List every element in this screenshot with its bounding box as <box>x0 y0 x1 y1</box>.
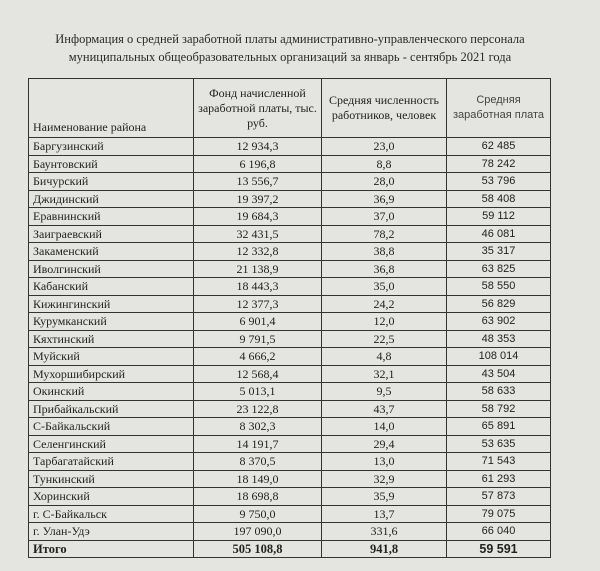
table-row <box>29 155 551 173</box>
salary-fund-cell: 8 302,3 <box>194 418 322 436</box>
table-row <box>29 383 551 401</box>
headcount-cell: 13,7 <box>322 505 447 523</box>
district-name-cell: Иволгинский <box>29 260 194 278</box>
table-row <box>29 190 551 208</box>
district-name-cell: Заиграевский <box>29 225 194 243</box>
average-salary-cell: 63 825 <box>447 260 551 278</box>
total-salary-fund-cell: 505 108,8 <box>194 540 322 558</box>
headcount-cell: 22,5 <box>322 330 447 348</box>
district-name-cell: Кяхтинский <box>29 330 194 348</box>
headcount-cell: 36,9 <box>322 190 447 208</box>
district-name-cell: Закаменский <box>29 243 194 261</box>
headcount-cell: 43,7 <box>322 400 447 418</box>
average-salary-cell: 59 112 <box>447 208 551 226</box>
district-name-cell: г. Улан-Удэ <box>29 523 194 541</box>
average-salary-cell: 57 873 <box>447 488 551 506</box>
table-row <box>29 523 551 541</box>
average-salary-cell: 58 633 <box>447 383 551 401</box>
salary-fund-cell: 12 568,4 <box>194 365 322 383</box>
average-salary-cell: 58 792 <box>447 400 551 418</box>
average-salary-cell: 108 014 <box>447 348 551 366</box>
average-salary-cell: 61 293 <box>447 470 551 488</box>
headcount-cell: 23,0 <box>322 138 447 156</box>
table-row <box>29 173 551 191</box>
district-name-cell: Мухоршибирский <box>29 365 194 383</box>
salary-fund-cell: 14 191,7 <box>194 435 322 453</box>
headcount-cell: 24,2 <box>322 295 447 313</box>
headcount-cell: 35,9 <box>322 488 447 506</box>
average-salary-cell: 53 796 <box>447 173 551 191</box>
district-name-cell: Селенгинский <box>29 435 194 453</box>
total-row <box>29 540 551 558</box>
district-name-cell: г. С-Байкальск <box>29 505 194 523</box>
district-name-cell: Тарбагатайский <box>29 453 194 471</box>
salary-fund-cell: 12 377,3 <box>194 295 322 313</box>
district-name-cell: Кижингинский <box>29 295 194 313</box>
salary-fund-cell: 21 138,9 <box>194 260 322 278</box>
salary-fund-cell: 19 397,2 <box>194 190 322 208</box>
headcount-cell: 78,2 <box>322 225 447 243</box>
header-district-name: Наименование района <box>29 79 194 138</box>
average-salary-cell: 46 081 <box>447 225 551 243</box>
total-label-cell: Итого <box>29 540 194 558</box>
average-salary-cell: 71 543 <box>447 453 551 471</box>
district-name-cell: Баунтовский <box>29 155 194 173</box>
headcount-cell: 14,0 <box>322 418 447 436</box>
district-name-cell: Джидинский <box>29 190 194 208</box>
table-header-row <box>29 79 551 138</box>
salary-fund-cell: 18 149,0 <box>194 470 322 488</box>
total-headcount-cell: 941,8 <box>322 540 447 558</box>
table-row <box>29 470 551 488</box>
district-name-cell: С-Байкальский <box>29 418 194 436</box>
table-row <box>29 138 551 156</box>
headcount-cell: 32,1 <box>322 365 447 383</box>
salary-fund-cell: 8 370,5 <box>194 453 322 471</box>
salary-fund-cell: 5 013,1 <box>194 383 322 401</box>
table-row <box>29 278 551 296</box>
average-salary-cell: 78 242 <box>447 155 551 173</box>
headcount-cell: 12,0 <box>322 313 447 331</box>
headcount-cell: 37,0 <box>322 208 447 226</box>
salary-table <box>28 78 551 558</box>
average-salary-cell: 43 504 <box>447 365 551 383</box>
headcount-cell: 38,8 <box>322 243 447 261</box>
headcount-cell: 4,8 <box>322 348 447 366</box>
average-salary-cell: 62 485 <box>447 138 551 156</box>
average-salary-cell: 56 829 <box>447 295 551 313</box>
table-row <box>29 295 551 313</box>
salary-fund-cell: 9 750,0 <box>194 505 322 523</box>
district-name-cell: Муйский <box>29 348 194 366</box>
average-salary-cell: 65 891 <box>447 418 551 436</box>
average-salary-cell: 58 408 <box>447 190 551 208</box>
salary-fund-cell: 18 698,8 <box>194 488 322 506</box>
salary-fund-cell: 197 090,0 <box>194 523 322 541</box>
title-line-2: муниципальных общеобразовательных организаций за январь - сентябрь 2021 года <box>68 50 512 64</box>
salary-fund-cell: 32 431,5 <box>194 225 322 243</box>
salary-fund-cell: 23 122,8 <box>194 400 322 418</box>
salary-table-container <box>28 78 550 558</box>
salary-fund-cell: 13 556,7 <box>194 173 322 191</box>
table-row <box>29 330 551 348</box>
title-line-1: Информация о средней заработной платы административно-управленческого персонала <box>55 32 525 46</box>
district-name-cell: Тункинский <box>29 470 194 488</box>
headcount-cell: 36,8 <box>322 260 447 278</box>
salary-fund-cell: 9 791,5 <box>194 330 322 348</box>
headcount-cell: 8,8 <box>322 155 447 173</box>
salary-fund-cell: 12 332,8 <box>194 243 322 261</box>
district-name-cell: Бичурский <box>29 173 194 191</box>
district-name-cell: Курумканский <box>29 313 194 331</box>
average-salary-cell: 35 317 <box>447 243 551 261</box>
salary-fund-cell: 6 196,8 <box>194 155 322 173</box>
table-row <box>29 488 551 506</box>
salary-fund-cell: 18 443,3 <box>194 278 322 296</box>
header-salary-fund: Фонд начисленной заработной платы, тыс. руб. <box>194 79 322 138</box>
salary-fund-cell: 12 934,3 <box>194 138 322 156</box>
average-salary-cell: 66 040 <box>447 523 551 541</box>
salary-fund-cell: 4 666,2 <box>194 348 322 366</box>
table-row <box>29 365 551 383</box>
table-body <box>29 138 551 558</box>
district-name-cell: Прибайкальский <box>29 400 194 418</box>
document-title <box>20 30 560 66</box>
district-name-cell: Кабанский <box>29 278 194 296</box>
headcount-cell: 28,0 <box>322 173 447 191</box>
average-salary-cell: 53 635 <box>447 435 551 453</box>
average-salary-cell: 79 075 <box>447 505 551 523</box>
header-average-salary: Средняя заработная плата <box>447 79 551 138</box>
table-row <box>29 435 551 453</box>
table-row <box>29 313 551 331</box>
headcount-cell: 29,4 <box>322 435 447 453</box>
table-row <box>29 400 551 418</box>
district-name-cell: Еравнинский <box>29 208 194 226</box>
headcount-cell: 35,0 <box>322 278 447 296</box>
headcount-cell: 13,0 <box>322 453 447 471</box>
average-salary-cell: 48 353 <box>447 330 551 348</box>
average-salary-cell: 58 550 <box>447 278 551 296</box>
headcount-cell: 32,9 <box>322 470 447 488</box>
table-row <box>29 208 551 226</box>
district-name-cell: Баргузинский <box>29 138 194 156</box>
table-row <box>29 453 551 471</box>
headcount-cell: 9,5 <box>322 383 447 401</box>
district-name-cell: Окинский <box>29 383 194 401</box>
district-name-cell: Хоринский <box>29 488 194 506</box>
headcount-cell: 331,6 <box>322 523 447 541</box>
table-row <box>29 225 551 243</box>
salary-fund-cell: 19 684,3 <box>194 208 322 226</box>
table-row <box>29 505 551 523</box>
table-row <box>29 260 551 278</box>
header-headcount: Средняя численность работников, человек <box>322 79 447 138</box>
table-row <box>29 243 551 261</box>
total-average-salary-cell: 59 591 <box>447 540 551 558</box>
average-salary-cell: 63 902 <box>447 313 551 331</box>
table-row <box>29 348 551 366</box>
salary-fund-cell: 6 901,4 <box>194 313 322 331</box>
table-row <box>29 418 551 436</box>
